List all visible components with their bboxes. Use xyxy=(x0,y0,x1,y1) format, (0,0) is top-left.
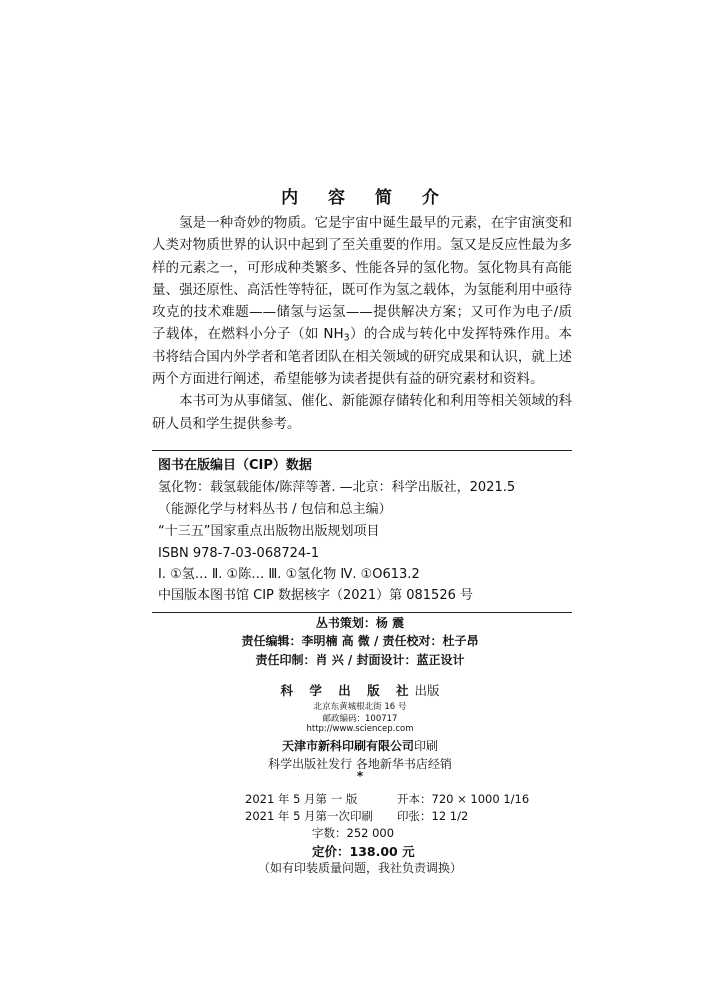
quality-notice: （如有印装质量问题，我社负责调换） xyxy=(257,861,462,875)
cip-title-line: 氢化物：载氢载能体/陈萍等著. —北京：科学出版社，2021.5 xyxy=(158,480,516,495)
summary-paragraph-2: 本书可为从事储氢、催化、新能源存储转化和利用等相关领域的科研人员和学生提供参考。 xyxy=(152,393,572,432)
print-design-line: 责任印制：肖 兴 / 封面设计：蓝正设计 xyxy=(255,653,465,667)
cip-record-number: 中国版本图书馆 CIP 数据核字（2021）第 081526 号 xyxy=(158,588,473,603)
cip-isbn: ISBN 978-7-03-068724-1 xyxy=(158,546,320,561)
editors-line: 责任编辑：李明楠 高 微 / 责任校对：杜子昂 xyxy=(241,634,479,648)
subscript-three: 3 xyxy=(343,332,350,344)
publisher-line xyxy=(0,681,720,699)
cip-top-divider xyxy=(152,450,572,451)
print-sheets: 印张：12 1/2 xyxy=(397,809,469,823)
distribution-line: 科学出版社发行 各地新华书店经销 xyxy=(268,757,452,771)
summary-text-a: 氢是一种奇妙的物质。它是宇宙中诞生最早的元素，在宇宙演变和人类对物质世界的认识中起到了至关重要的作用。氢又是反应性最为多样的元素之一，可形成种类繁多、性能各异的氢化物。氢化物具有高能量、强还原性、高活性等特征，既可作为氢之载体，为氢能利用中亟待攻克的技术难题——储氢与运氢——提供解决方案；又可作为电子/质子载体，在燃料小分子（如 NH xyxy=(152,215,572,343)
word-count: 字数：252 000 xyxy=(312,826,395,840)
book-price: 定价：138.00 元 xyxy=(312,844,415,859)
book-format: 开本：720 × 1000 1/16 xyxy=(397,792,530,806)
cip-series-line: （能源化学与材料丛书 / 包信和总主编） xyxy=(158,502,392,517)
cip-bottom-divider xyxy=(152,612,572,613)
publisher-website: http://www.sciencep.com xyxy=(306,724,414,734)
cip-project-line: “十三五”国家重点出版物出版规划项目 xyxy=(158,524,380,539)
print-date: 2021 年 5 月第一次印刷 xyxy=(245,809,374,823)
publisher-address: 北京东黄城根北街 16 号 xyxy=(313,702,407,712)
cip-classification: Ⅰ. ①氢… Ⅱ. ①陈… Ⅲ. ①氢化物 Ⅳ. ①O613.2 xyxy=(158,567,420,582)
content-summary xyxy=(152,212,572,435)
cip-data-block xyxy=(158,455,570,606)
cip-heading: 图书在版编目（CIP）数据 xyxy=(158,458,312,473)
edition-date: 2021 年 5 月第 一 版 xyxy=(245,792,358,806)
series-planner: 丛书策划：杨 震 xyxy=(315,616,405,630)
printer-name: 天津市新科印刷有限公司 xyxy=(281,739,414,753)
publisher-name: 科 学 出 版 社 xyxy=(280,683,415,698)
summary-paragraph-1 xyxy=(152,212,572,390)
page-title: 内 容 简 介 xyxy=(281,188,451,208)
summary-text-b: ）的合成与转化中发挥特殊作用。本书将结合国内外学者和笔者团队在相关领域的研究成果和认识，就上述两个方面进行阐述，希望能够为读者提供有益的研究素材和资料。 xyxy=(152,326,572,388)
printer-line xyxy=(0,737,720,754)
publisher-suffix: 出版 xyxy=(414,683,440,698)
separator-asterisk: * xyxy=(356,769,364,783)
printer-suffix: 印刷 xyxy=(414,739,439,753)
publisher-postcode: 邮政编码：100717 xyxy=(322,714,398,724)
